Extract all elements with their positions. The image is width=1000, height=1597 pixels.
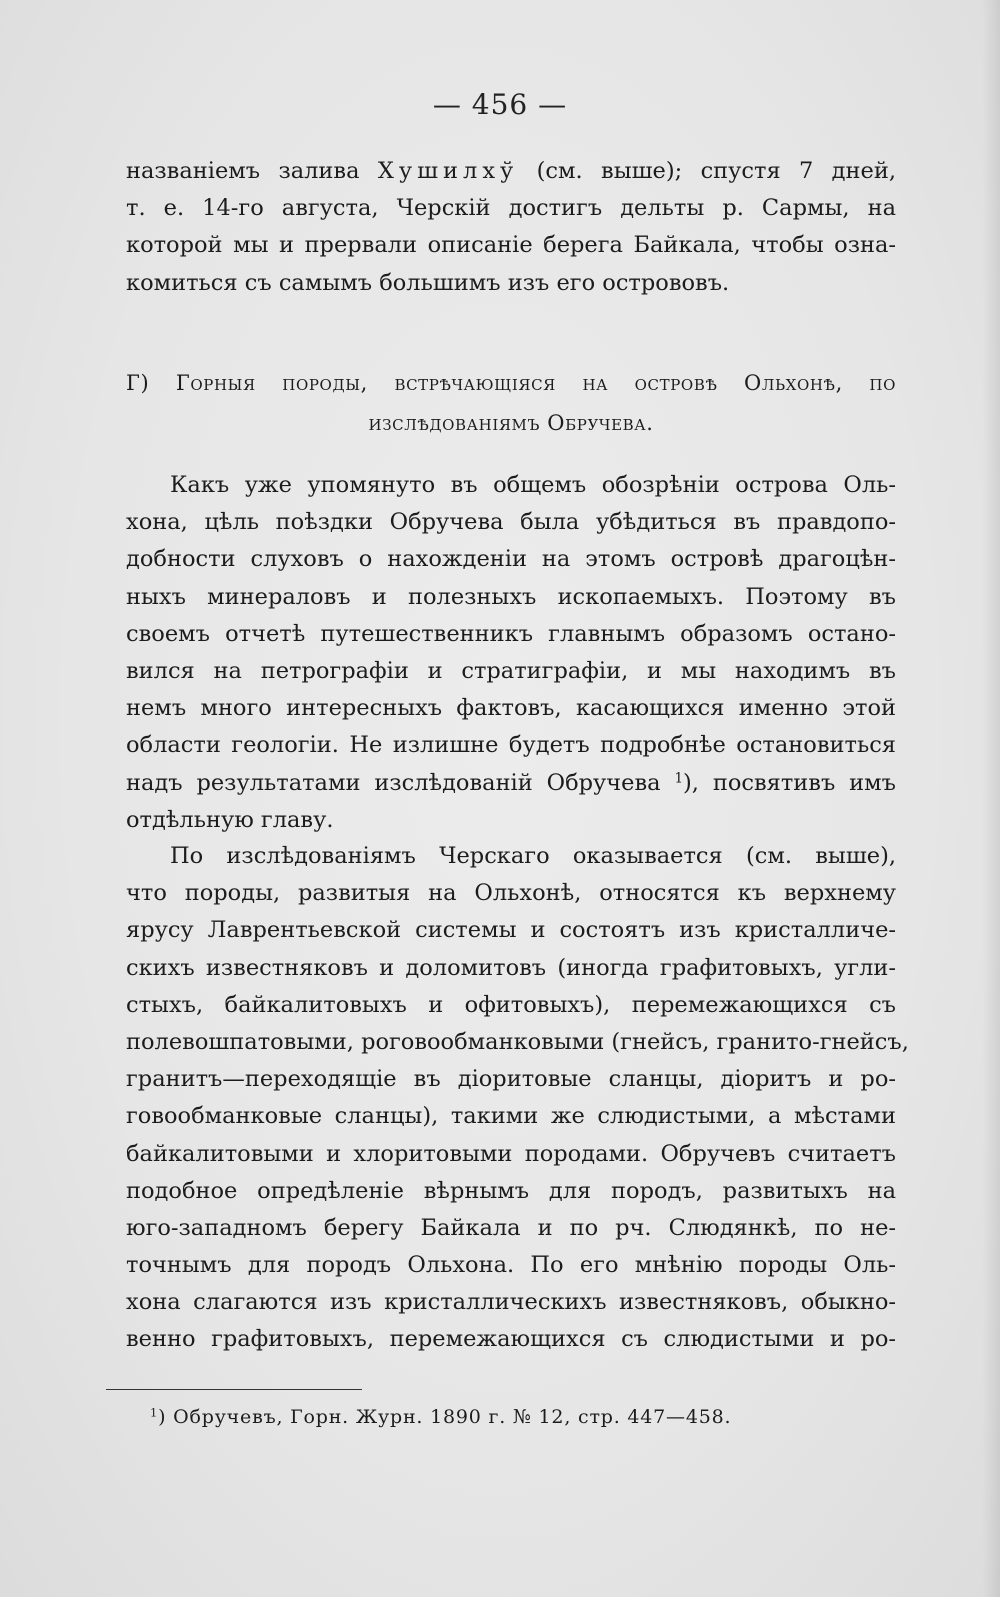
text-line: скихъ известняковъ и доломитовъ (иногда графитовыхъ, угли- [126, 954, 896, 981]
text-line: которой мы и прервали описаніе берега Байкала, чтобы озна- [126, 232, 896, 259]
text-line: байкалитовыми и хлоритовыми породами. Обручевъ считаетъ [126, 1140, 896, 1167]
paragraph-1 [126, 467, 896, 839]
top-paragraph [126, 153, 896, 302]
text-line: ныхъ минераловъ и полезныхъ ископаемыхъ. Поэтому въ [126, 583, 896, 610]
text-line [126, 153, 896, 190]
text-line: хона слагаются изъ кристаллическихъ известняковъ, обыкно- [126, 1289, 896, 1316]
text-line: своемъ отчетѣ путешественникъ главнымъ образомъ остано- [126, 620, 896, 647]
text-line: вился на петрографіи и стратиграфіи, и мы находимъ въ [126, 657, 896, 684]
text-line: Какъ уже упомянуто въ общемъ обозрѣніи острова Оль- [170, 472, 896, 498]
text-line: немъ много интересныхъ фактовъ, касающихся именно этой [126, 695, 896, 722]
text-line [126, 765, 896, 802]
footnote-marker: 1 [150, 1405, 159, 1420]
paragraph-2 [126, 838, 909, 1359]
heading-line: изслѣдованіямъ Обручева. [368, 411, 654, 435]
text-line: По изслѣдованіямъ Черскаго оказывается (см. выше), [170, 843, 896, 869]
footnote-divider [106, 1389, 362, 1390]
section-heading [126, 363, 896, 443]
text-line: т. е. 14-го августа, Черскій достигъ дельты р. Сармы, на [126, 195, 896, 222]
text-line: добности слуховъ о нахожденіи на этомъ островѣ драгоцѣн- [126, 546, 896, 573]
footnote-text: ) Обручевъ, Горн. Журн. 1890 г. № 12, стр. 447—458. [158, 1406, 732, 1428]
text-line: отдѣльную главу. [126, 806, 334, 833]
page-edge-shadow [982, 0, 1000, 1597]
text-line: гранитъ—переходящіе въ діоритовые сланцы, діоритъ и ро- [126, 1066, 896, 1093]
text-line: стыхъ, байкалитовыхъ и офитовыхъ), перемежающихся съ [126, 991, 896, 1018]
heading-line: Г) Горныя породы, встрѣчающіяся на островѣ Ольхонѣ, по [126, 371, 896, 395]
text-line: хона, цѣль поѣздки Обручева была убѣдиться въ правдопо- [126, 509, 896, 536]
text-line: говообманковые сланцы), такими же слюдистыми, а мѣстами [126, 1103, 896, 1130]
footnote [150, 1400, 870, 1434]
text-fragment: (см. выше); спустя 7 дней, [518, 158, 896, 184]
text-line: области геологіи. Не излишне будетъ подробнѣе остановиться [126, 732, 896, 759]
place-name: Хушилхў [377, 158, 519, 184]
text-line: юго-западномъ берегу Байкала и по рч. Слюдянкѣ, по не- [126, 1214, 896, 1241]
page-number: — 456 — [432, 88, 568, 121]
text-line: ярусу Лаврентьевской системы и состоятъ изъ кристалличе- [126, 917, 896, 944]
text-fragment: ), посвятивъ имъ [683, 769, 896, 796]
text-fragment: названіемъ залива [126, 158, 378, 184]
text-line: полевошпатовыми, роговообманковыми (гнейсъ, гранито-гнейсъ, [126, 1028, 909, 1055]
text-line: подобное опредѣленіе вѣрнымъ для породъ, развитыхъ на [126, 1177, 896, 1204]
text-line: что породы, развитыя на Ольхонѣ, относятся къ верхнему [126, 880, 896, 907]
text-fragment: надъ результатами изслѣдованій Обручева [126, 769, 675, 796]
footnote-reference[interactable]: 1 [674, 770, 684, 787]
text-line: венно графитовыхъ, перемежающихся съ слюдистыми и ро- [126, 1326, 896, 1353]
text-line: комиться съ самымъ большимъ изъ его острововъ. [126, 269, 730, 296]
text-line: точнымъ для породъ Ольхона. По его мнѣнію породы Оль- [126, 1252, 896, 1279]
